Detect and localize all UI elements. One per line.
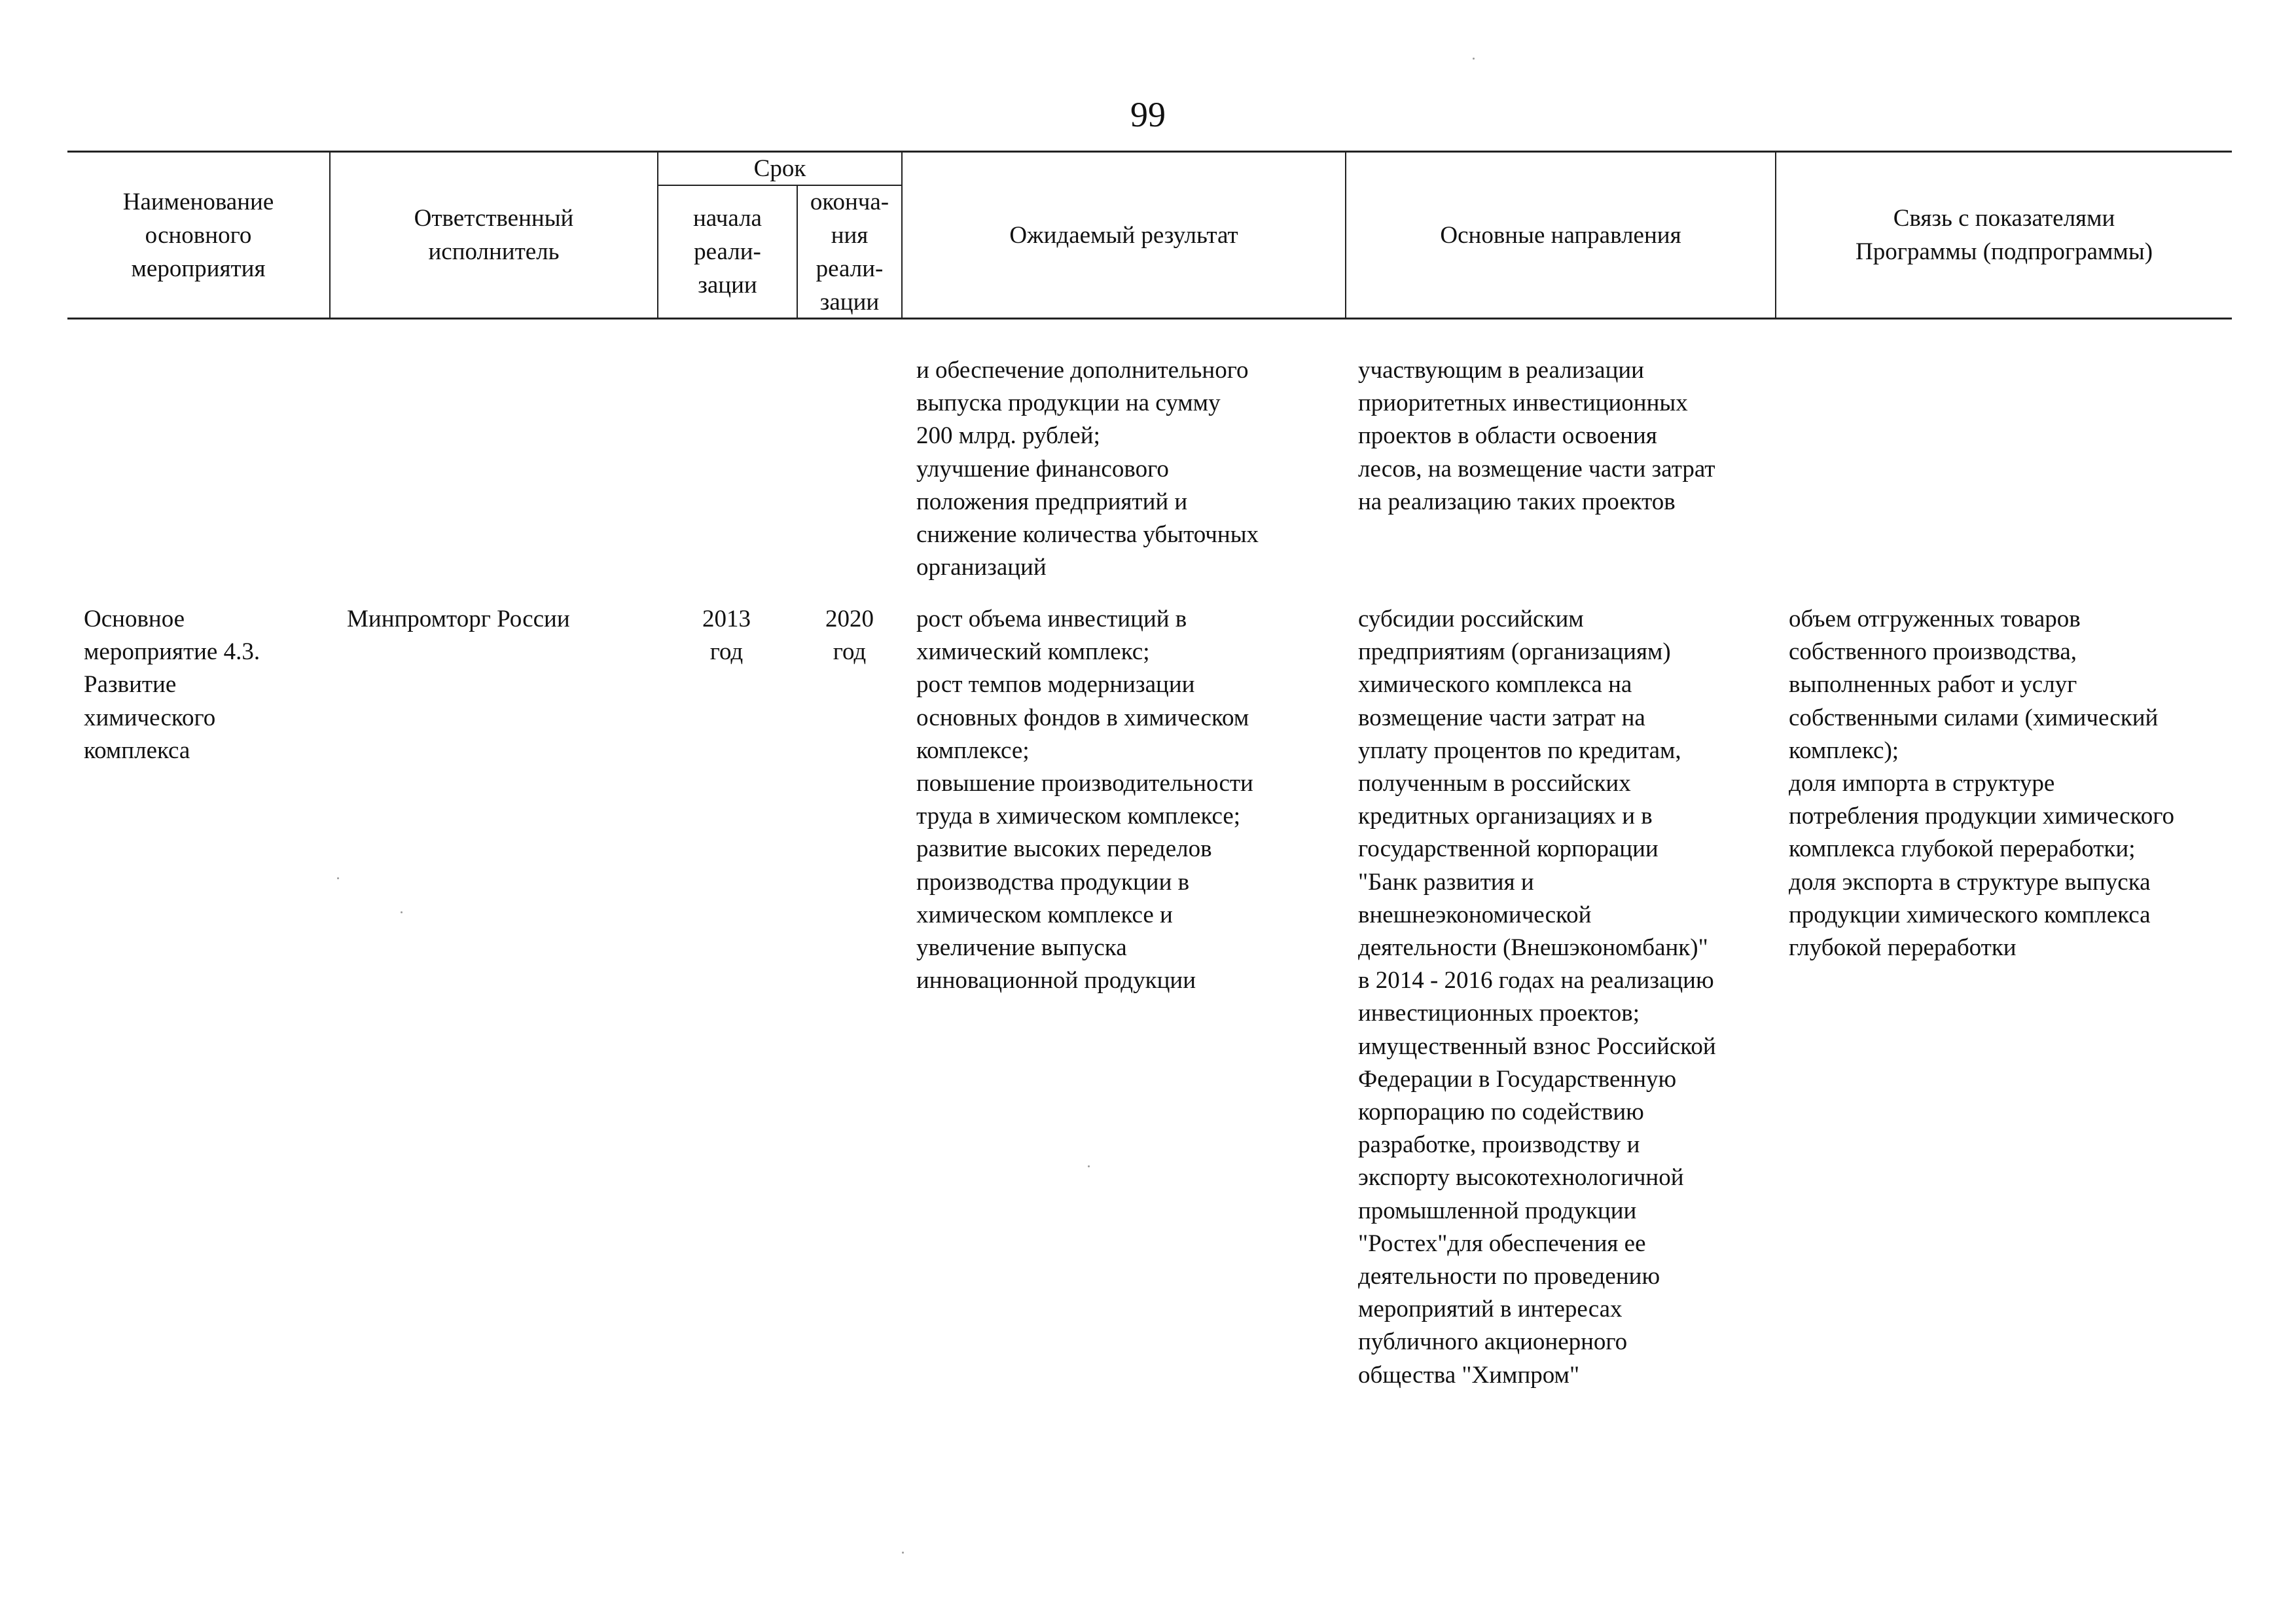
header-name-text: Наименование основного мероприятия [122, 188, 274, 282]
scan-speck [401, 911, 403, 913]
header-result-text: Ожидаемый результат [1009, 221, 1238, 249]
header-link [1776, 153, 2232, 318]
header-start [658, 186, 797, 318]
scan-speck [902, 1552, 904, 1554]
row-1-directions: участвующим в реализации приоритетных инвестиционных проектов в области освоения лесов, на возмещение части затрат на реализацию таких проектов [1358, 357, 1715, 515]
header-end [798, 186, 901, 318]
scan-speck [1088, 1165, 1090, 1167]
scan-speck [337, 877, 339, 879]
row-2-end: 2020 год [825, 606, 874, 666]
row-1-result: и обеспечение дополнительного выпуска продукции на сумму 200 млрд. рублей; улучшение финансового положения предприятий и снижение количества убыточных организаций [916, 357, 1259, 581]
row-2-result: рост объема инвестиций в химический комплекс; рост темпов модернизации основных фондов в химическом комплексе; повышение производительности труда в химическом комплексе; развитие высоких переделов производства продукции в химическом комплексе и увеличение выпуска инновационной продукции [916, 606, 1253, 994]
scan-speck [1473, 58, 1475, 60]
page-number: 99 [1130, 95, 1166, 134]
header-result [903, 153, 1345, 318]
header-directions [1346, 153, 1775, 318]
header-directions-text: Основные направления [1440, 221, 1681, 249]
row-2-executor: Минпромторг России [347, 606, 570, 632]
header-start-text: начала реали-зации [693, 205, 762, 299]
header-term [658, 153, 901, 185]
header-term-text: Срок [753, 155, 806, 182]
header-executor-text: Ответственный исполнитель [414, 205, 574, 265]
header-bottom-border [67, 318, 2232, 319]
header-end-text: оконча-ния реали-зации [810, 188, 889, 316]
row-2-name: Основное мероприятие 4.3. Развитие химического комплекса [84, 606, 260, 764]
row-2-link: объем отгруженных товаров собственного производства, выполненных работ и услуг собственными силами (химический комплекс); доля импорта в структуре потребления продукции химического комплекса глубокой переработки; доля экспорта в структуре выпуска продукции химического комплекса глубокой переработки [1789, 606, 2174, 962]
header-name [67, 153, 329, 318]
row-2-directions: субсидии российским предприятиям (организациям) химического комплекса на возмещение части затрат на уплату процентов по кредитам, полученным в российских кредитных организациях и в государственной корпорации "Банк развития и внешнеэкономической деятельности (Внешэкономбанк)" в 2014 - 2016 годах на реализацию инвестиционных проектов; имущественный взнос Российской Федерации в Государственную корпорацию по содействию разработке, производству и экспорту высокотехнологичной промышленной продукции "Ростех"для обеспечения ее деятельности по проведению мероприятий в интересах публичного акционерного общества "Химпром" [1358, 606, 1716, 1389]
header-executor [331, 153, 657, 318]
header-link-text: Связь с показателями Программы (подпрограммы) [1855, 205, 2153, 265]
row-2-start: 2013 год [702, 606, 751, 666]
